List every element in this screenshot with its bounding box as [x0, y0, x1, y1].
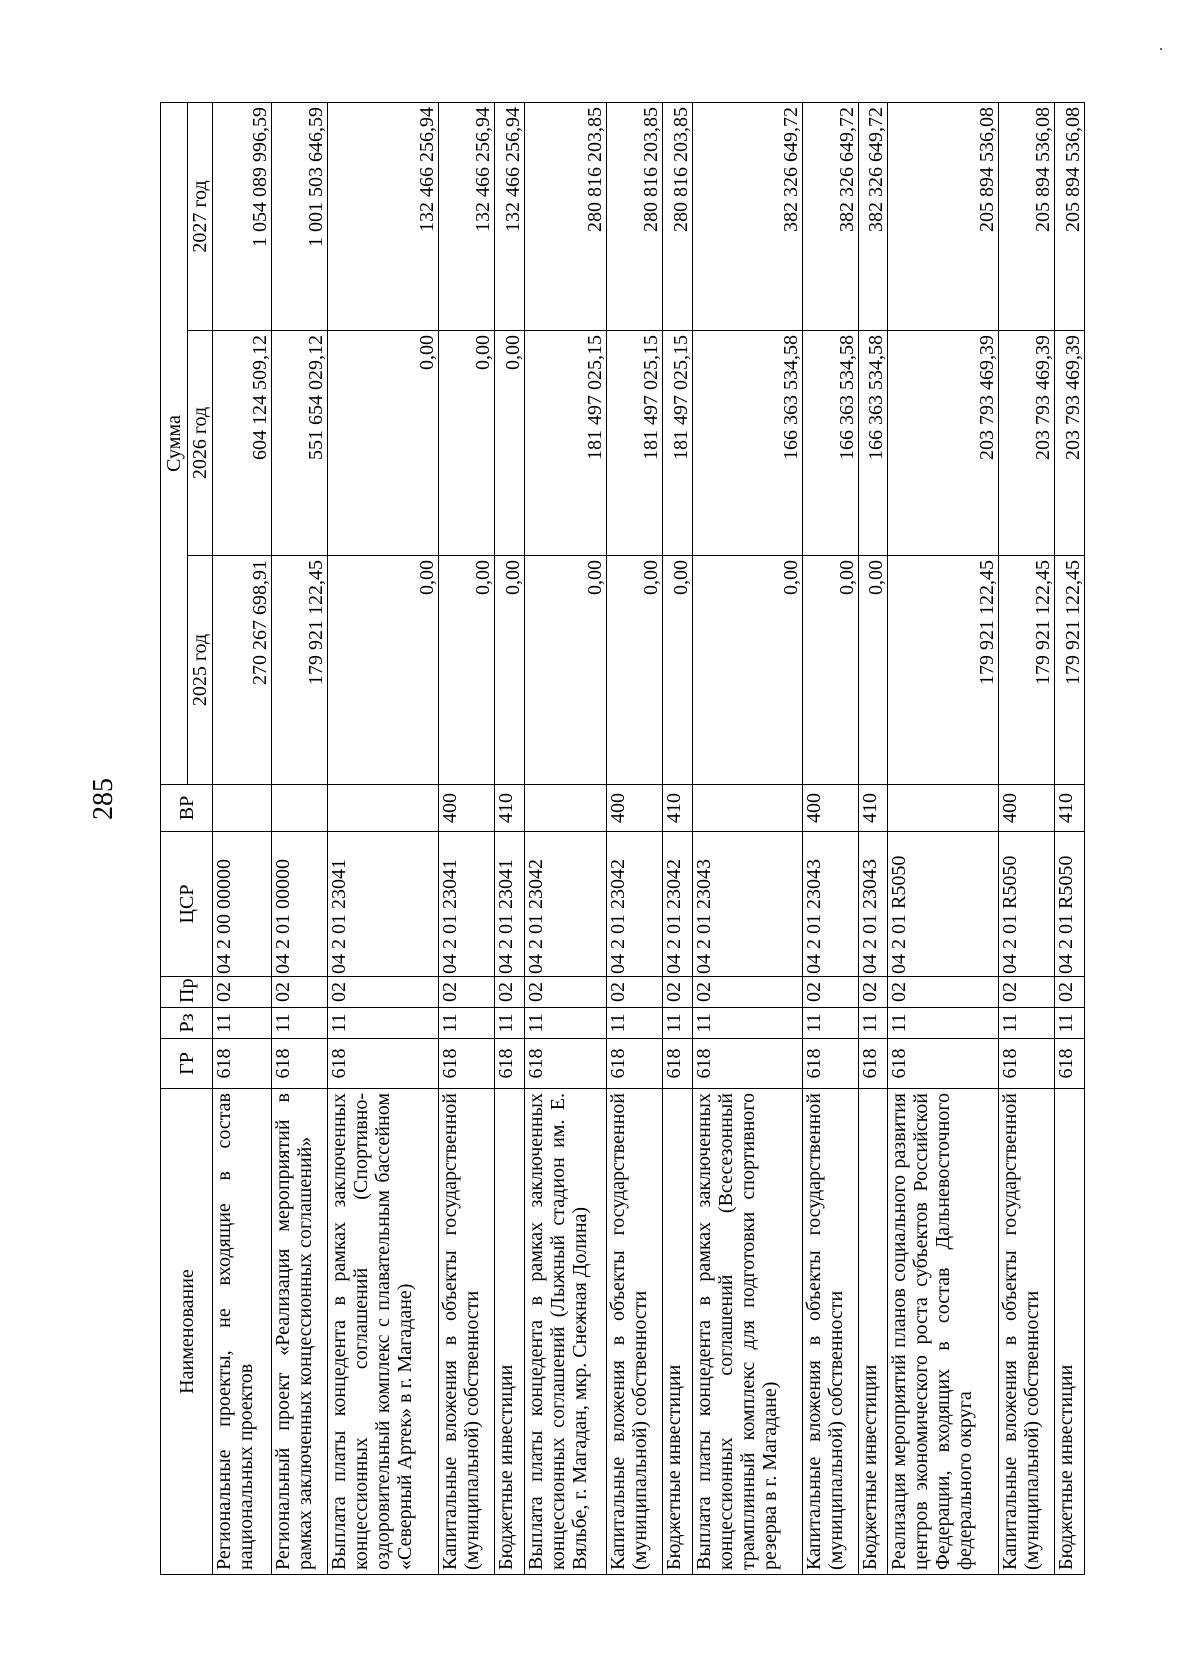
row-sum-2027: 132 466 256,94: [495, 102, 525, 330]
row-rz: 11: [607, 1008, 663, 1039]
row-sum-2026: 203 793 469,39: [1055, 331, 1085, 556]
row-gr: 618: [607, 1039, 663, 1089]
row-gr: 618: [999, 1039, 1055, 1089]
table-row: [524, 102, 606, 1574]
row-sum-2027: 205 894 536,08: [1055, 102, 1085, 330]
row-pr: 02: [663, 977, 693, 1008]
header-2025: 2025 год: [188, 556, 213, 785]
row-sum-2025: 0,00: [328, 556, 439, 785]
table-row: [858, 102, 888, 1574]
row-vr: 410: [1055, 785, 1085, 832]
row-sum-2027: 205 894 536,08: [888, 102, 999, 330]
row-name: Выплата платы концедента в рамках заключенных концессионных соглашений (Лыжный стадион им. Е. Вяльбе, г. Магадан, мкр. Снежная Долина): [524, 1089, 606, 1575]
row-sum-2027: 1 001 503 646,59: [272, 102, 328, 330]
table-row: [213, 102, 272, 1574]
row-pr: 02: [524, 977, 606, 1008]
row-sum-2027: 280 816 203,85: [607, 102, 663, 330]
row-rz: 11: [524, 1008, 606, 1039]
header-2026: 2026 год: [188, 331, 213, 556]
row-vr: [272, 785, 328, 832]
row-csr: 04 2 01 23043: [858, 832, 888, 977]
row-sum-2025: 0,00: [524, 556, 606, 785]
row-sum-2026: 203 793 469,39: [999, 331, 1055, 556]
row-sum-2026: 0,00: [328, 331, 439, 556]
row-name: Региональные проекты, не входящие в состав национальных проектов: [213, 1089, 272, 1575]
row-sum-2027: 382 326 649,72: [802, 102, 858, 330]
row-name: Капитальные вложения в объекты государственной (муниципальной) собственности: [999, 1089, 1055, 1575]
table-row: [272, 102, 328, 1574]
row-name: Бюджетные инвестиции: [663, 1089, 693, 1575]
row-pr: 02: [607, 977, 663, 1008]
row-sum-2025: 270 267 698,91: [213, 556, 272, 785]
row-sum-2027: 382 326 649,72: [858, 102, 888, 330]
row-csr: 04 2 01 23042: [607, 832, 663, 977]
row-rz: 11: [272, 1008, 328, 1039]
row-sum-2027: 280 816 203,85: [663, 102, 693, 330]
row-csr: 04 2 01 R5050: [888, 832, 999, 977]
row-name: Бюджетные инвестиции: [858, 1089, 888, 1575]
row-sum-2026: 203 793 469,39: [888, 331, 999, 556]
row-csr: 04 2 01 23041: [495, 832, 525, 977]
row-rz: 11: [663, 1008, 693, 1039]
table-row: [692, 102, 802, 1574]
row-sum-2026: 604 124 509,12: [213, 331, 272, 556]
row-vr: 410: [858, 785, 888, 832]
row-sum-2025: 0,00: [607, 556, 663, 785]
row-pr: 02: [692, 977, 802, 1008]
header-name: Наименование: [161, 1089, 213, 1575]
row-vr: 410: [495, 785, 525, 832]
row-rz: 11: [1055, 1008, 1085, 1039]
row-csr: 04 2 01 23042: [524, 832, 606, 977]
table-row: [607, 102, 663, 1574]
row-sum-2027: 205 894 536,08: [999, 102, 1055, 330]
row-sum-2025: 0,00: [802, 556, 858, 785]
row-csr: 04 2 01 23043: [692, 832, 802, 977]
row-pr: 02: [888, 977, 999, 1008]
row-vr: [888, 785, 999, 832]
row-vr: 410: [663, 785, 693, 832]
row-gr: 618: [1055, 1039, 1085, 1089]
row-pr: 02: [999, 977, 1055, 1008]
row-pr: 02: [802, 977, 858, 1008]
row-sum-2026: 181 497 025,15: [607, 331, 663, 556]
header-pr: Пр: [161, 977, 213, 1008]
row-rz: 11: [858, 1008, 888, 1039]
table-row: [888, 102, 999, 1574]
row-csr: 04 2 01 23043: [802, 832, 858, 977]
row-gr: 618: [495, 1039, 525, 1089]
row-csr: 04 2 01 23041: [328, 832, 439, 977]
row-name: Бюджетные инвестиции: [1055, 1089, 1085, 1575]
row-name: Реализация мероприятий планов социального развития центров экономического роста субъектов Российской Федерации, входящих в состав Дальневосточного федерального округа: [888, 1089, 999, 1575]
row-name: Капитальные вложения в объекты государственной (муниципальной) собственности: [802, 1089, 858, 1575]
row-csr: 04 2 01 23041: [439, 832, 495, 977]
row-sum-2026: 166 363 534,58: [692, 331, 802, 556]
row-vr: [524, 785, 606, 832]
row-name: Выплата платы концедента в рамках заключенных концессионных соглашений (Всесезонный трамплинный комплекс для подготовки спортивного резерва в г. Магадане): [692, 1089, 802, 1575]
header-sum: Сумма: [161, 102, 188, 784]
row-gr: 618: [663, 1039, 693, 1089]
row-name: Бюджетные инвестиции: [495, 1089, 525, 1575]
row-csr: 04 2 01 R5050: [999, 832, 1055, 977]
row-sum-2027: 132 466 256,94: [439, 102, 495, 330]
row-sum-2025: 179 921 122,45: [272, 556, 328, 785]
row-sum-2027: 132 466 256,94: [328, 102, 439, 330]
row-sum-2026: 181 497 025,15: [524, 331, 606, 556]
row-pr: 02: [858, 977, 888, 1008]
row-gr: 618: [888, 1039, 999, 1089]
row-rz: 11: [213, 1008, 272, 1039]
row-sum-2025: 179 921 122,45: [999, 556, 1055, 785]
row-gr: 618: [213, 1039, 272, 1089]
table-row: [495, 102, 525, 1574]
row-sum-2027: 280 816 203,85: [524, 102, 606, 330]
row-rz: 11: [328, 1008, 439, 1039]
row-csr: 04 2 00 00000: [213, 832, 272, 977]
row-rz: 11: [692, 1008, 802, 1039]
row-sum-2027: 1 054 089 996,59: [213, 102, 272, 330]
row-pr: 02: [272, 977, 328, 1008]
header-vr: ВР: [161, 785, 213, 832]
row-name: Региональный проект «Реализация мероприятий в рамках заключенных концессионных соглашений»: [272, 1089, 328, 1575]
row-sum-2026: 0,00: [495, 331, 525, 556]
row-rz: 11: [802, 1008, 858, 1039]
row-pr: 02: [1055, 977, 1085, 1008]
row-pr: 02: [495, 977, 525, 1008]
row-vr: 400: [999, 785, 1055, 832]
row-sum-2025: 0,00: [692, 556, 802, 785]
table-row: [802, 102, 858, 1574]
row-sum-2025: 179 921 122,45: [1055, 556, 1085, 785]
row-vr: 400: [607, 785, 663, 832]
table-row: [999, 102, 1055, 1574]
row-name: Выплата платы концедента в рамках заключенных концессионных соглашений (Спортивно-оздоровительный комплекс с плавательным бассейном «Северный Артек» в г. Магадане): [328, 1089, 439, 1575]
scan-speck: [1160, 48, 1162, 50]
table-row: [328, 102, 439, 1574]
row-pr: 02: [439, 977, 495, 1008]
row-sum-2026: 166 363 534,58: [802, 331, 858, 556]
row-csr: 04 2 01 R5050: [1055, 832, 1085, 977]
row-gr: 618: [692, 1039, 802, 1089]
row-sum-2026: 0,00: [439, 331, 495, 556]
row-sum-2025: 0,00: [439, 556, 495, 785]
row-sum-2025: 0,00: [858, 556, 888, 785]
row-gr: 618: [272, 1039, 328, 1089]
row-rz: 11: [999, 1008, 1055, 1039]
row-gr: 618: [524, 1039, 606, 1089]
row-sum-2026: 551 654 029,12: [272, 331, 328, 556]
row-rz: 11: [439, 1008, 495, 1039]
row-sum-2025: 179 921 122,45: [888, 556, 999, 785]
row-pr: 02: [213, 977, 272, 1008]
row-gr: 618: [439, 1039, 495, 1089]
row-name: Капитальные вложения в объекты государственной (муниципальной) собственности: [439, 1089, 495, 1575]
row-rz: 11: [495, 1008, 525, 1039]
row-gr: 618: [858, 1039, 888, 1089]
page-number: 285: [88, 778, 119, 820]
row-sum-2026: 181 497 025,15: [663, 331, 693, 556]
row-vr: [213, 785, 272, 832]
table-row: [663, 102, 693, 1574]
row-gr: 618: [802, 1039, 858, 1089]
row-vr: [328, 785, 439, 832]
row-rz: 11: [888, 1008, 999, 1039]
budget-table: [160, 102, 1085, 1575]
table-row: [1055, 102, 1085, 1574]
row-sum-2026: 166 363 534,58: [858, 331, 888, 556]
row-sum-2025: 0,00: [663, 556, 693, 785]
row-pr: 02: [328, 977, 439, 1008]
row-csr: 04 2 01 23042: [663, 832, 693, 977]
header-gr: ГР: [161, 1039, 213, 1089]
table-row: [439, 102, 495, 1574]
row-vr: 400: [802, 785, 858, 832]
row-csr: 04 2 01 00000: [272, 832, 328, 977]
row-sum-2025: 0,00: [495, 556, 525, 785]
header-rz: Рз: [161, 1008, 213, 1039]
header-2027: 2027 год: [188, 102, 213, 330]
row-name: Капитальные вложения в объекты государственной (муниципальной) собственности: [607, 1089, 663, 1575]
row-sum-2027: 382 326 649,72: [692, 102, 802, 330]
header-csr: ЦСР: [161, 832, 213, 977]
row-vr: 400: [439, 785, 495, 832]
rotated-table-wrapper: [160, 103, 1085, 1575]
row-vr: [692, 785, 802, 832]
row-gr: 618: [328, 1039, 439, 1089]
